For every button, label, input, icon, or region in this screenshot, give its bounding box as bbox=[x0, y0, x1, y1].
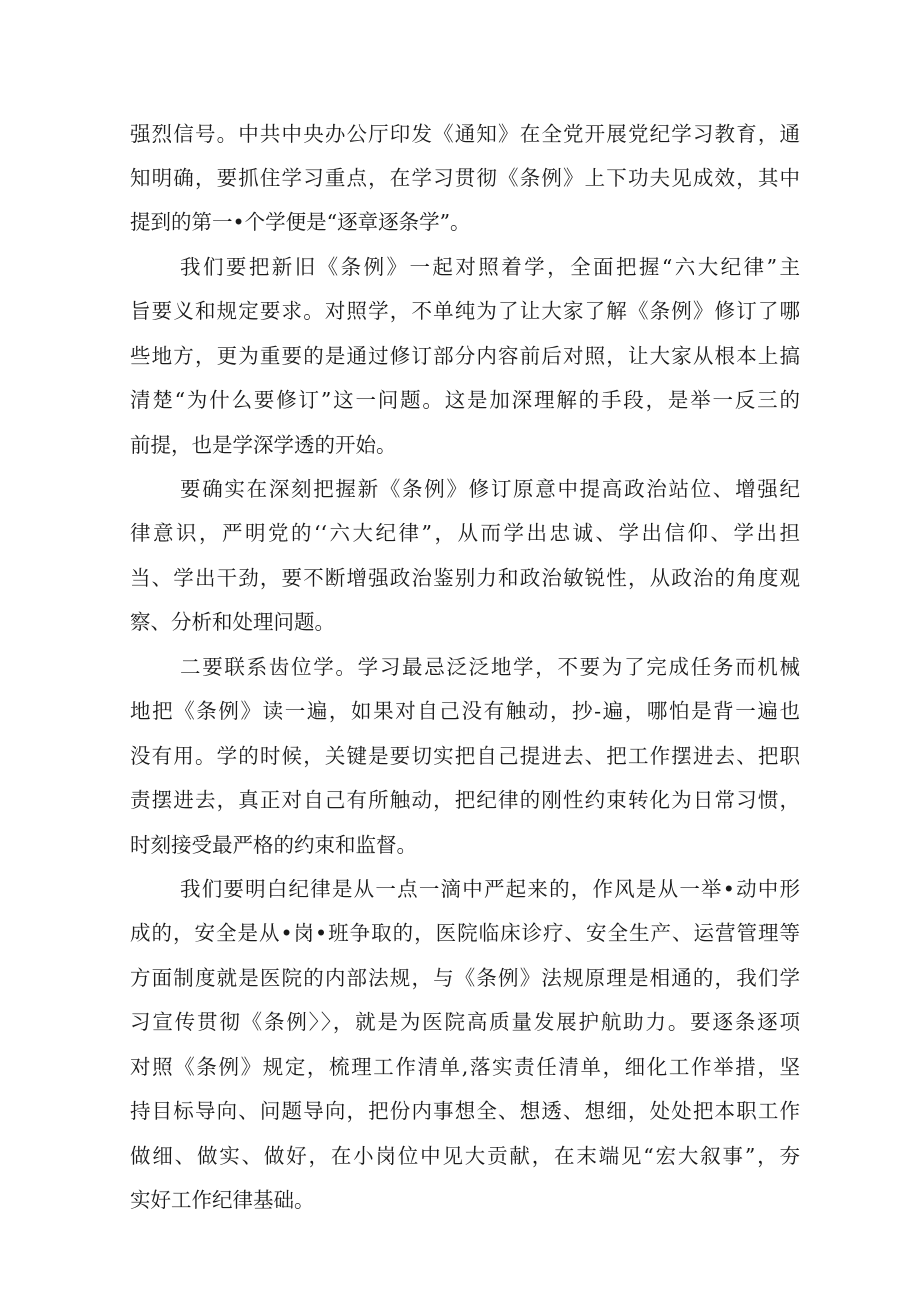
paragraph-5-line-4: 习宣传贯彻《条例〉〉，就是为医院高质量发展护航助力。要逐条逐项 bbox=[130, 1010, 800, 1034]
paragraph-5-line-7: 做细、做实、做好，在小岗位中见大贡献，在末端见“宏大叙事”，夯 bbox=[130, 1144, 800, 1168]
paragraph-4-line-5: 时刻接受最严格的约束和监督。 bbox=[130, 833, 417, 857]
paragraph-3-line-2: 律意识，严明党的‘‘六大纪律”，从而学出忠诚、学出信仰、学出担 bbox=[130, 521, 800, 545]
paragraph-1-line-1: 强烈信号。中共中央办公厅印发《通知》在全党开展党纪学习教育，通 bbox=[130, 122, 800, 146]
paragraph-2-line-4: 清楚“为什么要修订”这一问题。这是加深理解的手段，是举一反三的 bbox=[130, 388, 800, 412]
paragraph-1-line-3: 提到的第一•个学便是“逐章逐条学”。 bbox=[130, 210, 471, 234]
paragraph-2-line-5: 前提，也是学深学透的开始。 bbox=[130, 433, 397, 457]
paragraph-5-line-2: 成的，安全是从•岗•班争取的，医院临床诊疗、安全生产、运营管理等 bbox=[130, 921, 800, 945]
paragraph-5-line-6: 持目标导向、问题导向，把份内事想全、想透、想细，处处把本职工作 bbox=[130, 1099, 800, 1123]
paragraph-5-line-1: 我们要明白纪律是从一点一滴中严起来的，作风是从一举•动中形 bbox=[180, 877, 800, 901]
paragraph-5-line-8: 实好工作纪律基础。 bbox=[130, 1188, 315, 1212]
paragraph-3-line-3: 当、学出干劲，要不断增强政治鉴别力和政治敏锐性，从政治的角度观 bbox=[130, 566, 800, 590]
paragraph-4-line-1: 二要联系齿位学。学习最忌泛泛地学，不要为了完成任务而机械 bbox=[180, 655, 800, 679]
paragraph-5-line-3: 方面制度就是医院的内部法规，与《条例》法规原理是相通的，我们学 bbox=[130, 966, 800, 990]
paragraph-2-line-3: 些地方，更为重要的是通过修订部分内容前后对照，让大家从根本上搞 bbox=[130, 344, 800, 368]
paragraph-3-line-1: 要确实在深刻把握新《条例》修订原意中提高政治站位、增强纪 bbox=[180, 477, 800, 501]
paragraph-1-line-2: 知明确，要抓住学习重点，在学习贯彻《条例》上下功夫见成效，其中 bbox=[130, 166, 800, 190]
paragraph-3-line-4: 察、分析和处理问题。 bbox=[130, 610, 335, 634]
paragraph-4-line-4: 责摆进去，真正对自己有所触动，把纪律的刚性约束转化为日常习惯， bbox=[130, 788, 800, 812]
paragraph-4-line-3: 没有用。学的时候，关键是要切实把自己提进去、把工作摆进去、把职 bbox=[130, 744, 800, 768]
paragraph-4-line-2: 地把《条例》读一遍，如果对自己没有触动，抄-遍，哪怕是背一遍也 bbox=[130, 699, 800, 723]
paragraph-2-line-2: 旨要义和规定要求。对照学，不单纯为了让大家了解《条例》修订了哪 bbox=[130, 299, 800, 323]
paragraph-5-line-5: 对照《条例》规定，梳理工作清单,落实责任清单，细化工作举措，坚 bbox=[130, 1055, 800, 1079]
paragraph-2-line-1: 我们要把新旧《条例》一起对照着学，全面把握“六大纪律”主 bbox=[180, 255, 800, 279]
